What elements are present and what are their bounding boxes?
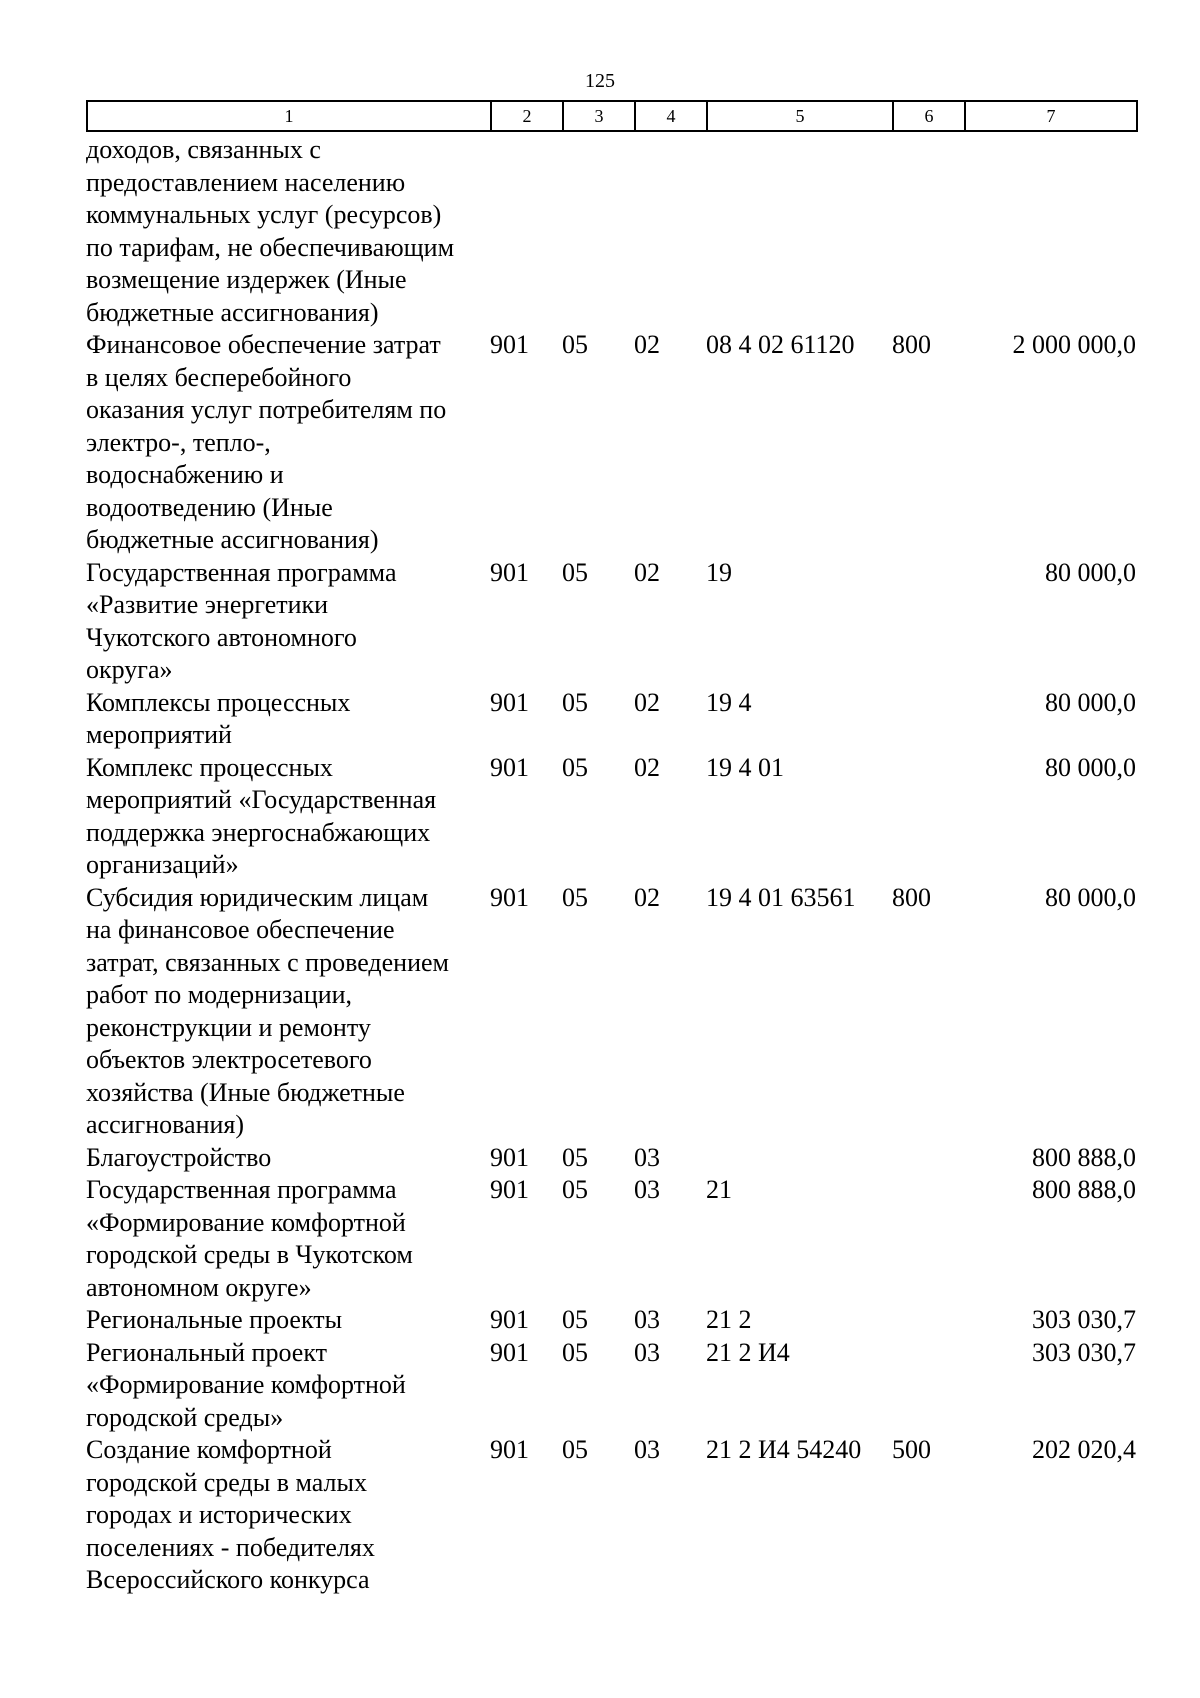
row-name-line: Благоустройство xyxy=(86,1142,272,1172)
row-name-line: Создание комфортной xyxy=(86,1435,332,1464)
row-name-line: доходов, связанных с xyxy=(86,135,321,164)
row-name xyxy=(86,1337,490,1435)
row-name-line: Комплекс процессных xyxy=(86,752,333,782)
section-code: 05 xyxy=(562,752,588,782)
section-code: 05 xyxy=(562,330,588,359)
row-name-line: Государственная программа xyxy=(86,1175,397,1204)
expense-type-code: 800 xyxy=(892,882,931,912)
target-article-code: 21 xyxy=(706,1175,732,1204)
budget-table xyxy=(86,134,1136,1597)
budget-code: 901 xyxy=(490,1175,529,1204)
budget-code: 901 xyxy=(490,1305,529,1334)
expense-type-code: 500 xyxy=(892,1435,931,1464)
subsection-code: 02 xyxy=(634,882,660,912)
amount: 80 000,0 xyxy=(1045,882,1136,912)
amount: 2 000 000,0 xyxy=(1012,330,1136,359)
row-name-line: мероприятий «Государственная xyxy=(86,785,437,814)
expense-type-code: 800 xyxy=(892,330,931,359)
target-article-code xyxy=(706,1142,892,1175)
row-name-line: бюджетные ассигнования) xyxy=(86,297,379,327)
table-row xyxy=(86,329,1136,557)
row-name-line: Государственная программа xyxy=(86,557,397,587)
row-name-line: бюджетные ассигнования) xyxy=(86,525,379,554)
row-name-line: Субсидия юридическим лицам xyxy=(86,882,429,912)
section-code: 05 xyxy=(562,1175,588,1204)
row-name xyxy=(86,687,490,752)
target-article-code: 21 2 И4 xyxy=(706,1337,790,1367)
target-article-code: 19 4 xyxy=(706,687,752,717)
section-code: 05 xyxy=(562,1305,588,1334)
amount: 80 000,0 xyxy=(1045,557,1136,587)
row-name xyxy=(86,1434,490,1597)
row-name-line: по тарифам, не обеспечивающим xyxy=(86,232,455,262)
row-name-line: возмещение издержек (Иные xyxy=(86,265,407,294)
subsection-code: 02 xyxy=(634,752,660,782)
row-name-line: автономном округе» xyxy=(86,1272,312,1302)
subsection-code xyxy=(634,134,706,329)
expense-type-code xyxy=(892,134,964,329)
row-name-line: предоставлением населению xyxy=(86,167,406,197)
amount: 800 888,0 xyxy=(1032,1142,1136,1172)
amount xyxy=(964,134,1136,329)
subsection-code: 02 xyxy=(634,557,660,587)
header-col-6: 6 xyxy=(893,101,965,131)
row-name-line: водоотведению (Иные xyxy=(86,492,333,522)
row-name-line: поддержка энергоснабжающих xyxy=(86,817,431,847)
amount: 80 000,0 xyxy=(1045,687,1136,717)
target-article-code: 21 2 xyxy=(706,1305,752,1334)
expense-type-code xyxy=(892,1304,964,1337)
amount: 202 020,4 xyxy=(1032,1435,1136,1464)
budget-code: 901 xyxy=(490,882,529,912)
target-article-code xyxy=(706,134,892,329)
budget-table-body xyxy=(86,134,1136,1597)
header-row xyxy=(87,101,1137,131)
subsection-code: 03 xyxy=(634,1175,660,1204)
row-name-line: Финансовое обеспечение затрат xyxy=(86,330,441,359)
header-col-2: 2 xyxy=(491,101,563,131)
header-col-7: 7 xyxy=(965,101,1137,131)
row-name-line: реконструкции и ремонту xyxy=(86,1012,371,1042)
row-name xyxy=(86,882,490,1142)
table-row xyxy=(86,1174,1136,1304)
subsection-code: 02 xyxy=(634,687,660,717)
section-code: 05 xyxy=(562,1337,588,1367)
header-col-1: 1 xyxy=(87,101,491,131)
table-row xyxy=(86,1337,1136,1435)
row-name-line: Чукотского автономного xyxy=(86,622,357,652)
amount: 303 030,7 xyxy=(1032,1337,1136,1367)
row-name-line: работ по модернизации, xyxy=(86,980,353,1009)
row-name xyxy=(86,329,490,557)
amount: 80 000,0 xyxy=(1045,752,1136,782)
subsection-code: 02 xyxy=(634,330,660,359)
budget-code: 901 xyxy=(490,330,529,359)
expense-type-code xyxy=(892,1337,964,1435)
expense-type-code xyxy=(892,752,964,882)
section-code: 05 xyxy=(562,687,588,717)
table-row xyxy=(86,1304,1136,1337)
row-name-line: Региональные проекты xyxy=(86,1305,343,1334)
section-code: 05 xyxy=(562,1142,588,1172)
row-name xyxy=(86,134,490,329)
row-name-line: объектов электросетевого xyxy=(86,1045,372,1074)
section-code: 05 xyxy=(562,557,588,587)
row-name-line: городской среды в Чукотском xyxy=(86,1240,413,1269)
target-article-code: 19 xyxy=(706,557,732,587)
budget-code xyxy=(490,134,562,329)
row-name-line: на финансовое обеспечение xyxy=(86,915,395,944)
table-row xyxy=(86,557,1136,687)
row-name-line: Комплексы процессных xyxy=(86,687,351,717)
row-name-line: Региональный проект xyxy=(86,1337,327,1367)
budget-code: 901 xyxy=(490,1435,529,1464)
row-name-line: хозяйства (Иные бюджетные xyxy=(86,1077,405,1107)
row-name-line: городах и исторических xyxy=(86,1500,352,1529)
subsection-code: 03 xyxy=(634,1142,660,1172)
row-name xyxy=(86,557,490,687)
row-name xyxy=(86,1174,490,1304)
budget-code: 901 xyxy=(490,557,529,587)
header-col-3: 3 xyxy=(563,101,635,131)
section-code: 05 xyxy=(562,882,588,912)
row-name-line: водоснабжению и xyxy=(86,460,284,489)
amount: 303 030,7 xyxy=(1032,1305,1136,1334)
column-number-header xyxy=(86,100,1138,132)
row-name-line: поселениях - победителях xyxy=(86,1532,375,1562)
subsection-code: 03 xyxy=(634,1435,660,1464)
row-name-line: городской среды» xyxy=(86,1402,284,1432)
row-name-line: затрат, связанных с проведением xyxy=(86,947,449,977)
budget-code: 901 xyxy=(490,752,529,782)
table-row xyxy=(86,1142,1136,1175)
section-code xyxy=(562,134,634,329)
table-row xyxy=(86,882,1136,1142)
page-number: 125 xyxy=(585,70,615,92)
header-col-5: 5 xyxy=(707,101,893,131)
target-article-code: 19 4 01 xyxy=(706,752,784,782)
expense-type-code xyxy=(892,557,964,687)
header-col-4: 4 xyxy=(635,101,707,131)
row-name-line: городской среды в малых xyxy=(86,1467,367,1497)
target-article-code: 19 4 01 63561 xyxy=(706,882,856,912)
budget-code: 901 xyxy=(490,1142,529,1172)
row-name-line: мероприятий xyxy=(86,720,232,749)
row-name-line: «Формирование комфортной xyxy=(86,1207,406,1237)
row-name xyxy=(86,1142,490,1175)
row-name-line: электро-, тепло-, xyxy=(86,427,271,457)
target-article-code: 08 4 02 61120 xyxy=(706,330,855,359)
row-name-line: организаций» xyxy=(86,850,239,879)
expense-type-code xyxy=(892,1142,964,1175)
table-row xyxy=(86,1434,1136,1597)
row-name-line: в целях бесперебойного xyxy=(86,362,352,392)
subsection-code: 03 xyxy=(634,1305,660,1334)
target-article-code: 21 2 И4 54240 xyxy=(706,1435,862,1464)
row-name-line: коммунальных услуг (ресурсов) xyxy=(86,200,442,229)
row-name-line: округа» xyxy=(86,655,173,684)
expense-type-code xyxy=(892,1174,964,1304)
row-name-line: «Формирование комфортной xyxy=(86,1370,406,1399)
section-code: 05 xyxy=(562,1435,588,1464)
row-name-line: оказания услуг потребителям по xyxy=(86,395,447,424)
subsection-code: 03 xyxy=(634,1337,660,1367)
table-row xyxy=(86,752,1136,882)
row-name-line: «Развитие энергетики xyxy=(86,590,329,619)
expense-type-code xyxy=(892,687,964,752)
row-name-line: ассигнования) xyxy=(86,1110,245,1139)
table-row xyxy=(86,134,1136,329)
row-name xyxy=(86,752,490,882)
table-row xyxy=(86,687,1136,752)
budget-code: 901 xyxy=(490,1337,529,1367)
row-name-line: Всероссийского конкурса xyxy=(86,1565,370,1594)
budget-code: 901 xyxy=(490,687,529,717)
amount: 800 888,0 xyxy=(1032,1175,1136,1204)
row-name xyxy=(86,1304,490,1337)
